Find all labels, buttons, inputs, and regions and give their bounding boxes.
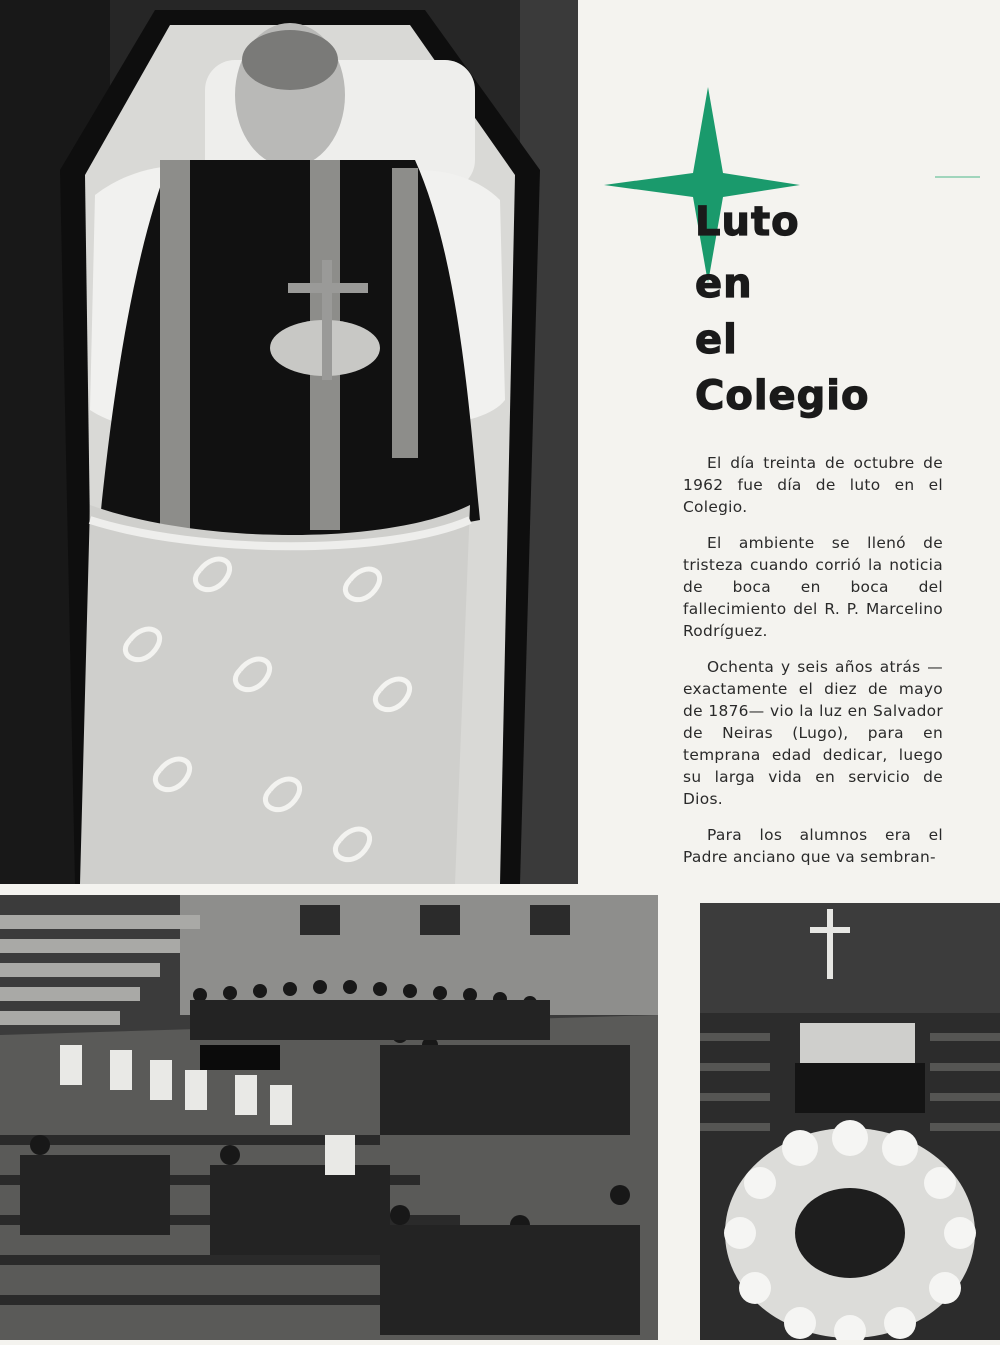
photo-church-congregation bbox=[0, 895, 658, 1340]
article-paragraph: Para los alumnos era el Padre anciano que va sembran- bbox=[683, 826, 943, 866]
article-paragraph: Ochenta y seis años atrás —exactamente el diez de mayo de 1876— vio la luz en Salvador de Neiras (Lugo), para en temprana edad dedicar, luego su larga vida en servicio de Dios. bbox=[683, 658, 943, 808]
photo-coffin-with-flowers bbox=[700, 903, 1000, 1340]
article-paragraph: El día treinta de octubre de 1962 fue día de luto en el Colegio. bbox=[683, 454, 943, 516]
title-line-1: Luto bbox=[695, 199, 800, 245]
decorative-dash bbox=[935, 176, 980, 178]
title-line-2: en bbox=[695, 261, 753, 307]
article-body bbox=[683, 452, 943, 882]
photo-priest-in-coffin bbox=[0, 0, 578, 884]
title-line-3: el bbox=[695, 317, 738, 363]
title-line-4: Colegio bbox=[695, 373, 870, 419]
article-paragraph: El ambiente se llenó de tristeza cuando corrió la noticia de boca en boca del fallecimiento del R. P. Marcelino Rodríguez. bbox=[683, 534, 943, 640]
article-title-block bbox=[600, 85, 980, 425]
